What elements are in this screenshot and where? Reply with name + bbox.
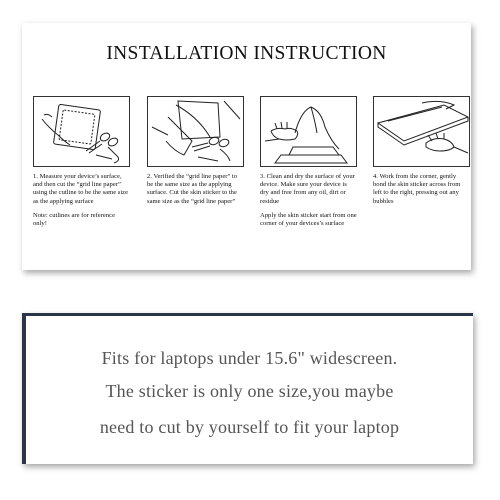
fit-info-line-3: need to cut by yourself to fit your laptop: [99, 417, 400, 437]
scissors-cutting-paper-icon: [34, 97, 129, 166]
step-1-illustration: [33, 96, 130, 167]
step-3-note: Apply the skin sticker start from one corner of your devices’s surface: [260, 211, 357, 228]
hand-smoothing-sticker-icon: [374, 97, 469, 166]
step-2-text: 2. Verified the “grid line paper” to be the same size as the applying surface. Cut the skin sticker to the same size as the “grid line paper”: [147, 173, 238, 205]
step-2-illustration: [147, 96, 244, 167]
step-3: [260, 96, 357, 228]
fit-info-line-1: Fits for laptops under 15.6" widescreen.: [101, 348, 398, 368]
step-4-text: 4. Work from the corner, gently bond the skin sticker across from left to the right, pressing out any bubbles: [373, 173, 461, 205]
step-1-note: Note: cutlines are for reference only!: [33, 211, 116, 228]
scissors-cutting-sticker-icon: [148, 97, 243, 166]
installation-instruction-card: [22, 23, 471, 270]
step-3-text: 3. Clean and dry the surface of your device. Make sure your device is dry and free from any oil, dirt or residue: [260, 173, 355, 205]
step-4: [373, 96, 470, 206]
fit-info-line-2: The sticker is only one size,you maybe: [105, 381, 394, 401]
instruction-title: INSTALLATION INSTRUCTION: [106, 43, 387, 64]
step-1: [33, 96, 130, 228]
step-2: [147, 96, 244, 206]
step-4-illustration: [373, 96, 470, 167]
step-1-text: 1. Measure your device’s surface, and then cut the “grid line paper” using the cutline to be the same size as the applying surface: [33, 173, 129, 205]
cleaning-cloth-icon: [261, 97, 356, 166]
step-3-illustration: [260, 96, 357, 167]
fit-info-card: [22, 313, 473, 464]
